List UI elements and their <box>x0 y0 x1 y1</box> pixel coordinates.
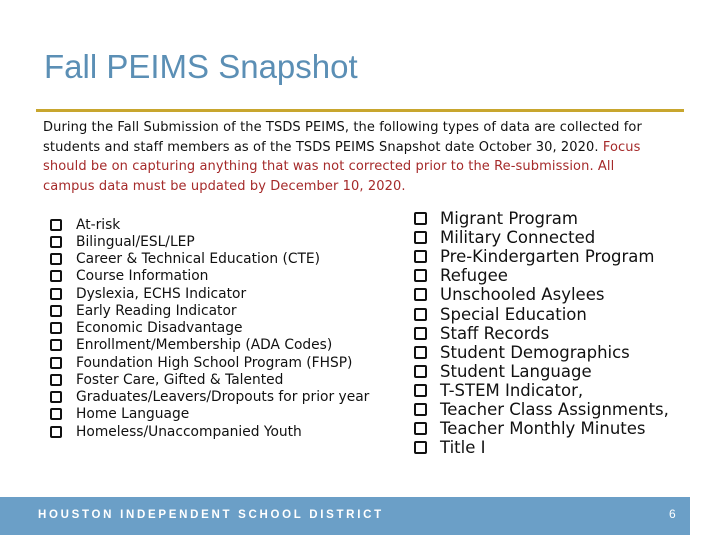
list-item-label: Dyslexia, ECHS Indicator <box>76 285 247 302</box>
right-data-list <box>414 209 669 457</box>
list-item-label: Homeless/Unaccompanied Youth <box>76 423 302 440</box>
checkbox-square-icon <box>50 322 62 334</box>
intro-highlight-3: campus data must be updated by December 10, 2020. <box>43 178 406 194</box>
list-item <box>414 266 669 285</box>
list-item-label: Course Information <box>76 268 209 285</box>
list-item-label: Student Language <box>440 361 592 381</box>
list-item-label: At-risk <box>76 216 121 233</box>
list-item <box>50 337 369 354</box>
list-item-label: Economic Disadvantage <box>76 320 243 337</box>
list-item-label: Student Demographics <box>440 342 630 362</box>
checkbox-square-icon <box>414 327 427 340</box>
list-item <box>414 362 669 381</box>
list-item-label: Teacher Class Assignments, <box>440 399 669 419</box>
checkbox-square-icon <box>414 441 427 454</box>
list-item <box>414 228 669 247</box>
checkbox-square-icon <box>414 384 427 397</box>
intro-highlight-1: Focus <box>602 139 641 155</box>
checkbox-square-icon <box>414 403 427 416</box>
checkbox-square-icon <box>50 339 62 351</box>
list-item-label: Enrollment/Membership (ADA Codes) <box>76 337 333 354</box>
list-item-label: Special Education <box>440 304 587 324</box>
list-item <box>50 233 369 250</box>
list-item-label: Home Language <box>76 406 190 423</box>
list-item-label: Migrant Program <box>440 209 578 229</box>
checkbox-square-icon <box>50 253 62 265</box>
checkbox-square-icon <box>50 391 62 403</box>
checkbox-square-icon <box>50 219 62 231</box>
list-item-label: Bilingual/ESL/LEP <box>76 233 195 250</box>
list-item-label: Career & Technical Education (CTE) <box>76 251 320 268</box>
list-item <box>414 343 669 362</box>
checkbox-square-icon <box>414 308 427 321</box>
list-item <box>50 320 369 337</box>
list-item <box>50 371 369 388</box>
list-item-label: Foster Care, Gifted & Talented <box>76 371 284 388</box>
checkbox-square-icon <box>414 422 427 435</box>
list-item-label: Title I <box>440 438 486 458</box>
checkbox-square-icon <box>50 426 62 438</box>
checkbox-square-icon <box>50 236 62 248</box>
list-item <box>50 423 369 440</box>
checkbox-square-icon <box>50 305 62 317</box>
checkbox-square-icon <box>50 374 62 386</box>
checkbox-square-icon <box>50 357 62 369</box>
checkbox-square-icon <box>50 270 62 282</box>
list-item-label: Pre-Kindergarten Program <box>440 247 655 267</box>
title-divider <box>36 109 684 112</box>
intro-paragraph <box>43 118 653 196</box>
list-item <box>50 406 369 423</box>
checkbox-square-icon <box>414 231 427 244</box>
list-item <box>50 285 369 302</box>
checkbox-square-icon <box>414 250 427 263</box>
page-number: 6 <box>669 507 676 521</box>
list-item <box>414 247 669 266</box>
list-item <box>414 304 669 323</box>
list-item-label: Early Reading Indicator <box>76 302 237 319</box>
list-item <box>414 285 669 304</box>
list-item-label: Teacher Monthly Minutes <box>440 419 646 439</box>
checkbox-square-icon <box>50 408 62 420</box>
checkbox-square-icon <box>414 346 427 359</box>
list-item-label: Military Connected <box>440 228 596 248</box>
list-item-label: Staff Records <box>440 323 550 343</box>
list-item <box>414 324 669 343</box>
list-item-label: Foundation High School Program (FHSP) <box>76 354 353 371</box>
district-name: HOUSTON INDEPENDENT SCHOOL DISTRICT <box>38 509 384 521</box>
list-item-label: Graduates/Leavers/Dropouts for prior year <box>76 389 370 406</box>
checkbox-square-icon <box>414 288 427 301</box>
left-data-list <box>50 216 369 440</box>
list-item <box>414 438 669 457</box>
list-item <box>414 400 669 419</box>
checkbox-square-icon <box>414 365 427 378</box>
checkbox-square-icon <box>50 288 62 300</box>
checkbox-square-icon <box>414 212 427 225</box>
list-item <box>50 216 369 233</box>
intro-line-1: During the Fall Submission of the TSDS PEIMS, the following types of data are collected for <box>43 120 642 135</box>
list-item-label: T-STEM Indicator, <box>440 380 584 400</box>
list-item <box>50 302 369 319</box>
intro-highlight-2: should be on capturing anything that was not corrected prior to the Re-submission. All <box>43 159 615 174</box>
list-item <box>50 268 369 285</box>
footer-bar <box>0 497 690 535</box>
list-item <box>50 389 369 406</box>
list-item <box>414 381 669 400</box>
list-item-label: Unschooled Asylees <box>440 285 605 305</box>
list-item <box>50 251 369 268</box>
checkbox-square-icon <box>414 269 427 282</box>
list-item <box>414 419 669 438</box>
list-item-label: Refugee <box>440 266 508 286</box>
slide-title: Fall PEIMS Snapshot <box>44 48 358 85</box>
intro-line-2: students and staff members as of the TSDS PEIMS Snapshot date October 30, 2020. <box>43 139 603 155</box>
list-item <box>50 354 369 371</box>
list-item <box>414 209 669 228</box>
